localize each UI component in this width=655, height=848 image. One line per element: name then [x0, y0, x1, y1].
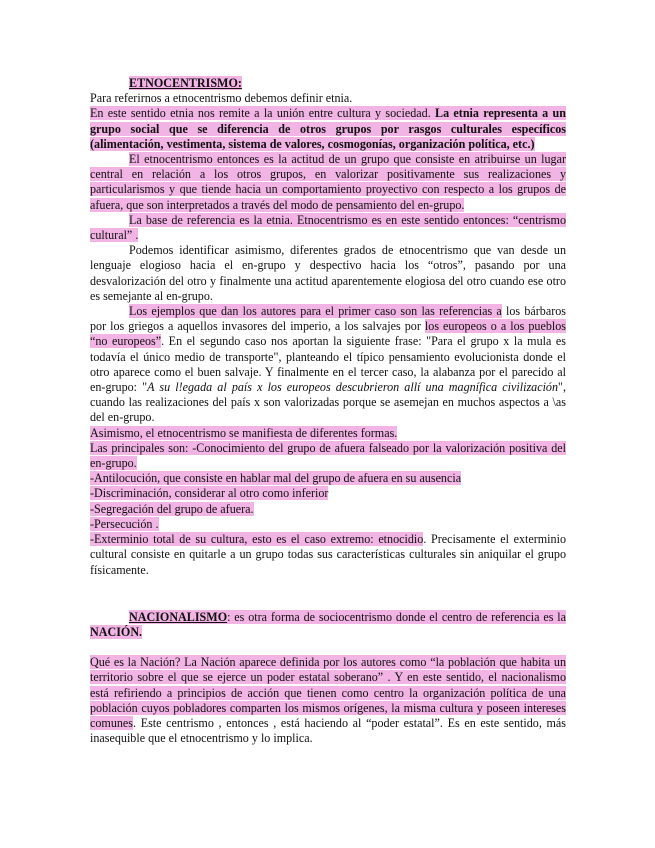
paragraph-etnia-definition: En este sentido etnia nos remite a la unión entre cultura y sociedad. La etnia representa a un grupo social que se diferencia de otros grupos por rasgos culturales específicos (alimentación, vestimenta, sistema de valores, cosmogonías, organización política, etc.) — [90, 106, 566, 151]
section-spacer — [90, 640, 566, 655]
list-item: -Segregación del grupo de afuera. — [90, 501, 254, 516]
paragraph-etnocentrismo-definition: El etnocentrismo entonces es la actitud de un grupo que consiste en atribuirse un lugar central en relación a los otros grupos, en valorizar positivamente sus realizaciones y particularismos y que tiende hacia un comportamiento proyectivo con respecto a los grupos de afuera, que son interpretados a través del modo de pensamiento del en-grupo. — [90, 152, 566, 212]
list-item: -Discriminación, considerar al otro como inferior — [90, 486, 329, 501]
paragraph-intro: Para referirnos a etnocentrismo debemos definir etnia. — [90, 91, 353, 106]
paragraph-exterminio: -Exterminio total de su cultura, esto es el caso extremo: etnocidio. Precisamente el exterminio cultural consiste en quitarle a un grupo todas sus características culturales sin aniquilar el grupo físicamente. — [90, 532, 566, 577]
section-heading-etnocentrismo: ETNOCENTRISMO: — [129, 76, 242, 90]
paragraph-formas: Asimismo, el etnocentrismo se manifiesta de diferentes formas. — [90, 425, 398, 440]
paragraph-base-referencia: La base de referencia es la etnia. Etnocentrismo es en este sentido entonces: “centrismo cultural” . — [90, 212, 566, 243]
paragraph-principales: Las principales son: -Conocimiento del grupo de afuera falseado por la valorización positiva del en-grupo. — [90, 440, 566, 471]
list-item: -Antilocución, que consiste en hablar mal del grupo de afuera en su ausencia — [90, 471, 462, 486]
section-spacer — [90, 578, 566, 610]
section-heading-nacionalismo: NACIONALISMO: es otra forma de sociocentrismo donde el centro de referencia es la NACIÓN. — [90, 609, 566, 639]
paragraph-ejemplos: Los ejemplos que dan los autores para el primer caso son las referencias a los bárbaros por los griegos a aquellos invasores del imperio, a los salvajes por los europeos o a los pueblos “no europeos”. En el segundo caso nos aportan la siguiente frase: "Para el grupo x la mula es todavía el único medio de transporte", planteando el típico pensamiento evolucionista donde el otro aparece como el buen salvaje. Y finalmente en el tercer caso, la alabanza por el parecido al en-grupo: "A su l!egada al país x los europeos descubrieron allí una magnífica civilización", cuando las realizaciones del país x son valorizadas porque se asemejan en muchos aspectos a \as del en-grupo. — [90, 304, 566, 425]
paragraph-nacion: Qué es la Nación? La Nación aparece definida por los autores como “la población que habita un territorio sobre el que se ejerce un poder estatal soberano” . Y en este sentido, el nacionalismo está refiriendo a principios de acción que tienen como centro la organización política de una población cuyos pobladores comparten los mismos orígenes, la misma cultura y poseen intereses comunes. Este centrismo , entonces , está haciendo al “poder estatal”. Es en este sentido, más inasequible que el etnocentrismo y lo implica. — [90, 655, 566, 746]
document-page — [90, 76, 566, 746]
list-item: -Persecución . — [90, 516, 159, 531]
paragraph-grados: Podemos identificar asimismo, diferentes grados de etnocentrismo que van desde un lenguaje elogioso hacia el en-grupo y despectivo hacia los “otros”, pasando por una desvalorización del otro y finalmente una actitud aparentemente elogiosa del otro cuando ese otro es semejante al en-grupo. — [90, 243, 566, 303]
